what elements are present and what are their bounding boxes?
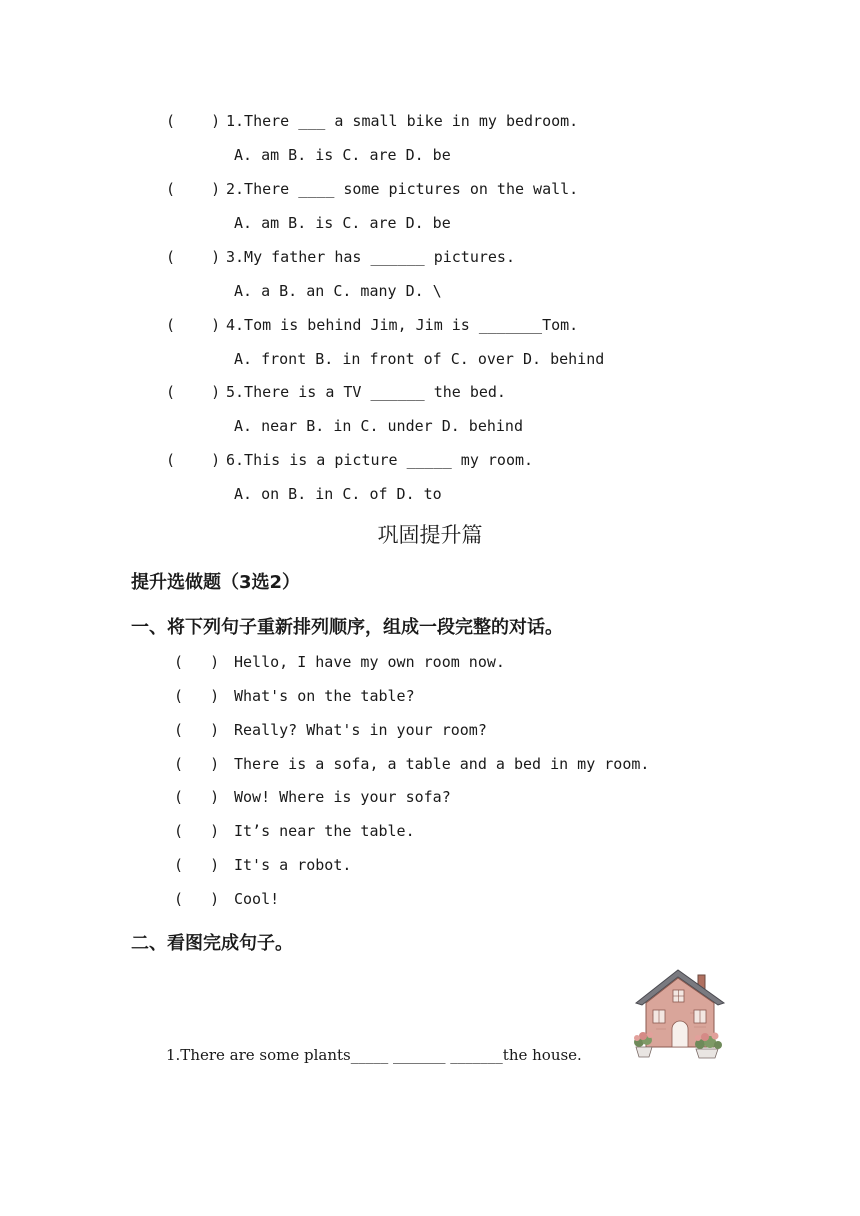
answer-paren: ( ) <box>166 180 221 198</box>
answer-paren: ( ) <box>166 451 221 469</box>
question-options: A. am B. is C. are D. be <box>234 146 451 164</box>
dialogue-line: Wow! Where is your sofa? <box>234 788 451 806</box>
plant-right <box>695 1033 722 1059</box>
dialogue-line: It’s near the table. <box>234 822 415 840</box>
question-options: A. a B. an C. many D. \ <box>234 282 442 300</box>
dialogue-line: It's a robot. <box>234 856 352 874</box>
question-stem: 5.There is a TV ______ the bed. <box>226 383 506 401</box>
answer-paren: ( ) <box>166 383 221 401</box>
answer-paren: ( ) <box>174 755 220 773</box>
dialogue-line: There is a sofa, a table and a bed in my room. <box>234 755 650 773</box>
question-stem: 4.Tom is behind Jim, Jim is _______Tom. <box>226 316 579 334</box>
answer-paren: ( ) <box>174 856 220 874</box>
question-options: A. near B. in C. under D. behind <box>234 417 523 435</box>
dialogue-line: Really? What's in your room? <box>234 721 487 739</box>
fill-in-sentence: 1.There are some plants_____ _______ _______the house. <box>166 1046 582 1064</box>
subheading: 提升选做题（3选2） <box>131 572 301 593</box>
answer-paren: ( ) <box>166 248 221 266</box>
answer-paren: ( ) <box>166 316 221 334</box>
answer-paren: ( ) <box>166 112 221 130</box>
answer-paren: ( ) <box>174 687 220 705</box>
dialogue-line: What's on the table? <box>234 687 415 705</box>
question-options: A. on B. in C. of D. to <box>234 485 442 503</box>
house-with-plants-illustration <box>630 965 730 1060</box>
answer-paren: ( ) <box>174 653 220 671</box>
question-options: A. am B. is C. are D. be <box>234 214 451 232</box>
answer-paren: ( ) <box>174 822 220 840</box>
question-stem: 3.My father has ______ pictures. <box>226 248 515 266</box>
question-options: A. front B. in front of C. over D. behind <box>234 350 605 368</box>
answer-paren: ( ) <box>174 890 220 908</box>
answer-paren: ( ) <box>174 721 220 739</box>
dialogue-line: Cool! <box>234 890 280 908</box>
answer-paren: ( ) <box>174 788 220 806</box>
question-stem: 6.This is a picture _____ my room. <box>226 451 534 469</box>
question-stem: 2.There ____ some pictures on the wall. <box>226 180 579 198</box>
part1-heading: 一、将下列句子重新排列顺序，组成一段完整的对话。 <box>131 617 563 638</box>
dialogue-line: Hello, I have my own room now. <box>234 653 505 671</box>
section-title: 巩固提升篇 <box>377 523 483 547</box>
part2-heading: 二、看图完成句子。 <box>131 933 293 954</box>
question-stem: 1.There ___ a small bike in my bedroom. <box>226 112 579 130</box>
